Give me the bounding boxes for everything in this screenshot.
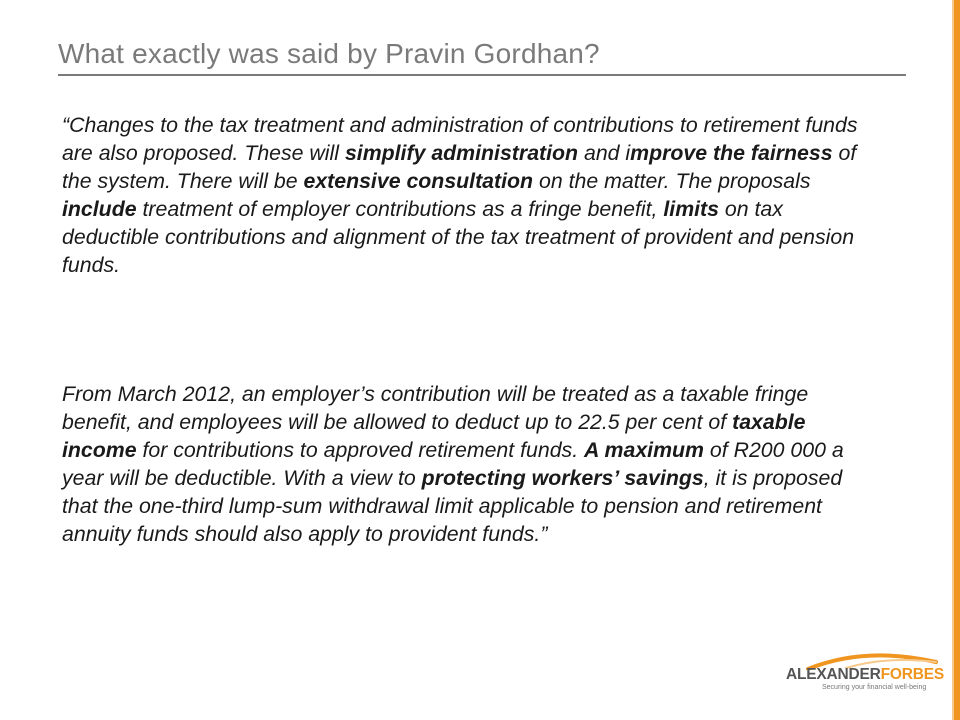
emphasis-text: include bbox=[62, 197, 137, 221]
quote-paragraph-2 bbox=[62, 380, 882, 548]
emphasis-text: simplify administration bbox=[344, 141, 579, 165]
emphasis-text: taxable income bbox=[62, 410, 806, 462]
emphasis-text: extensive consultation bbox=[303, 169, 534, 193]
quote-text: treatment of employer contributions as a fringe benefit, bbox=[136, 197, 664, 221]
emphasis-text: mprove the fairness bbox=[630, 141, 833, 165]
logo-name-part2: FORBES bbox=[880, 666, 945, 683]
quote-text: on the matter. The proposals bbox=[533, 169, 811, 193]
quote-text: “Changes to the tax treatment and administration of contributions to retirement funds are also proposed. These will bbox=[62, 113, 858, 165]
quote-text: of R200 000 a year will be deductible. With a view to bbox=[62, 438, 844, 490]
quote-text: of the system. There will be bbox=[62, 141, 857, 193]
logo-wordmark bbox=[786, 666, 944, 684]
alexander-forbes-logo bbox=[786, 650, 944, 700]
accent-bar bbox=[954, 0, 960, 720]
quote-text: From March 2012, an employer’s contribution will be treated as a taxable fringe benefit, and employees will be allowed to deduct up to 22.5 per cent of bbox=[62, 382, 809, 434]
logo-tagline: Securing your financial well-being bbox=[822, 684, 927, 691]
logo-name-part1: ALEXANDER bbox=[786, 666, 881, 683]
slide-title: What exactly was said by Pravin Gordhan? bbox=[58, 36, 906, 76]
emphasis-text: A maximum bbox=[584, 438, 704, 462]
emphasis-text: protecting workers’ savings bbox=[421, 466, 704, 490]
quote-text: and i bbox=[578, 141, 631, 165]
quote-text: , it is proposed that the one-third lump-sum withdrawal limit applicable to pension and retirement annuity funds should also apply to provident funds.” bbox=[62, 466, 843, 546]
quote-paragraph-1 bbox=[62, 111, 882, 279]
quote-text: on tax deductible contributions and alignment of the tax treatment of provident and pension funds. bbox=[62, 197, 855, 277]
quote-text: for contributions to approved retirement funds. bbox=[136, 438, 585, 462]
emphasis-text: limits bbox=[663, 197, 719, 221]
